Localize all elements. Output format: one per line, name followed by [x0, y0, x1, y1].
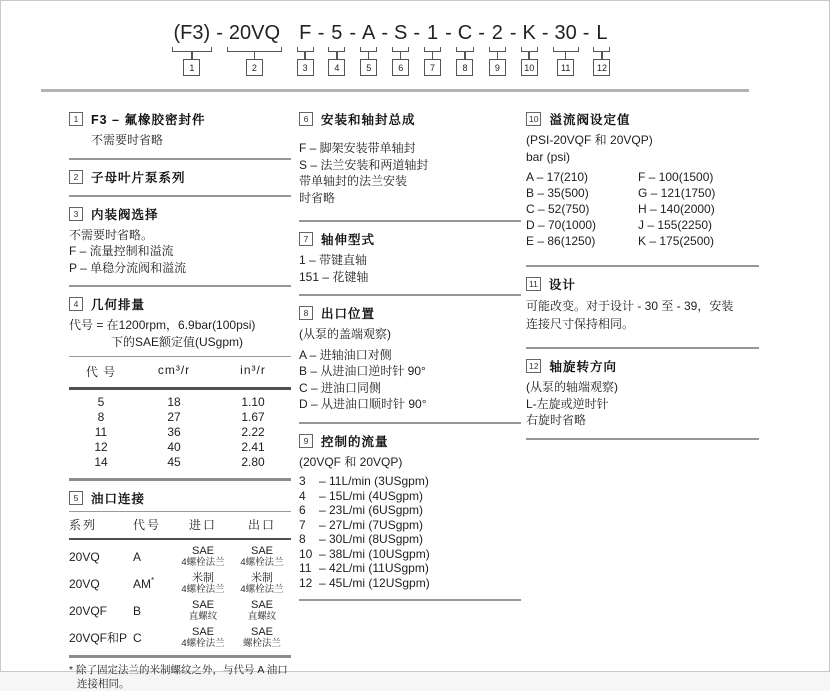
code-segment-number: 9 — [489, 59, 506, 76]
code-segment-4 — [328, 21, 345, 76]
code-dash: - — [214, 21, 225, 46]
section-number-badge: 1 — [69, 112, 83, 126]
code-segment-stem — [368, 52, 370, 59]
code-segment-label: 1 — [425, 21, 440, 46]
content-columns — [69, 92, 829, 691]
code-segment-stem — [432, 52, 434, 59]
cell-cm3r: 45 — [133, 455, 215, 470]
code-segment-number: 6 — [392, 59, 409, 76]
column-header: cm³/r — [133, 363, 215, 380]
section-title: 轴旋转方向 — [549, 357, 617, 375]
cell-series: 20VQ — [69, 577, 133, 591]
cell-code — [133, 630, 173, 645]
pressure-item: A – 17(210) — [526, 169, 638, 185]
section-11-line: 连接尺寸保持相同。 — [526, 315, 759, 333]
section-9-header — [299, 432, 521, 450]
section-3-line: 不需要时省略。 — [69, 227, 291, 244]
section-title: 几何排量 — [91, 295, 145, 313]
section-3-line: P – 单稳分流阀和溢流 — [69, 260, 291, 277]
table-row — [69, 543, 291, 570]
cell-in3r: 1.67 — [215, 410, 291, 425]
code-dash: - — [443, 21, 454, 46]
section-8-line: D – 从进油口顺时针 90° — [299, 396, 521, 413]
section-title: 安装和轴封总成 — [321, 110, 416, 128]
code-segment-stem — [497, 52, 499, 59]
section-12-line: 右旋时省略 — [526, 412, 759, 429]
column-right — [526, 106, 759, 448]
code-segment-stem — [336, 52, 338, 59]
section-title: F3 – 氟橡胶密封件 — [91, 110, 206, 128]
code-segment-number: 4 — [328, 59, 345, 76]
section-2-header — [69, 168, 291, 186]
section-9-subtitle: (20VQF 和 20VQP) — [299, 454, 521, 471]
cell-inlet — [173, 572, 233, 595]
pressure-item: E – 86(1250) — [526, 233, 638, 249]
outlet-type: SAE — [233, 626, 291, 638]
table-rule — [69, 478, 291, 481]
code-text: A — [133, 550, 141, 564]
outlet-detail: 直螺纹 — [233, 611, 291, 622]
cell-outlet — [233, 599, 291, 622]
section-number-badge: 2 — [69, 170, 83, 184]
section-number-badge: 11 — [526, 277, 541, 291]
table-row — [69, 395, 291, 410]
section-number-badge: 8 — [299, 306, 313, 320]
code-segment-number: 10 — [521, 59, 538, 76]
column-header: 系列 — [69, 516, 133, 533]
flow-code: 7 — [299, 518, 319, 533]
code-segment-label: F — [297, 21, 313, 46]
cell-in3r: 2.22 — [215, 425, 291, 440]
section-4-header — [69, 295, 291, 313]
divider — [299, 422, 521, 424]
inlet-type: 米制 — [173, 572, 233, 584]
pressure-item: K – 175(2500) — [638, 233, 715, 249]
table-row — [69, 455, 291, 470]
column-header: 出口 — [233, 516, 291, 533]
flow-item — [299, 561, 521, 576]
flow-desc: – 15L/mi (4USgpm) — [319, 489, 423, 504]
section-number-badge: 3 — [69, 207, 83, 221]
code-segment-label: 30 — [553, 21, 579, 46]
section-title: 设计 — [549, 275, 576, 293]
code-dash: - — [540, 21, 551, 46]
displacement-table-header — [69, 357, 291, 387]
inlet-type: SAE — [173, 599, 233, 611]
section-7-header — [299, 230, 521, 248]
section-1-header — [69, 110, 291, 128]
code-segment-9 — [489, 21, 506, 76]
divider — [69, 285, 291, 287]
section-12-line: (从泵的轴端观察) — [526, 379, 759, 396]
cell-code — [133, 603, 173, 618]
cell-code: 14 — [69, 455, 133, 470]
flow-desc: – 42L/mi (11USgpm) — [319, 561, 429, 576]
table-row — [69, 440, 291, 455]
column-middle — [299, 106, 521, 609]
table-rule — [69, 655, 291, 658]
code-segment-6 — [392, 21, 409, 76]
port-table-footnote — [69, 664, 291, 691]
section-number-badge: 5 — [69, 491, 83, 505]
flow-item — [299, 489, 521, 504]
code-segment-number: 1 — [183, 59, 200, 76]
code-dash: - — [476, 21, 487, 46]
pressure-item: C – 52(750) — [526, 201, 638, 217]
code-segment-11 — [553, 21, 579, 76]
outlet-type: 米制 — [233, 572, 291, 584]
code-dash: - — [316, 21, 327, 46]
inlet-detail: 4螺栓法兰 — [173, 557, 233, 568]
code-segment-stem — [400, 52, 402, 59]
code-segment-2 — [227, 21, 282, 76]
flow-code: 3 — [299, 474, 319, 489]
flow-desc: – 23L/mi (6USgpm) — [319, 503, 423, 518]
cell-cm3r: 40 — [133, 440, 215, 455]
outlet-type: SAE — [233, 599, 291, 611]
section-number-badge: 9 — [299, 434, 313, 448]
section-7-line: 1 – 带键直轴 — [299, 252, 521, 269]
code-segment-8 — [456, 21, 474, 76]
code-segment-label: A — [360, 21, 377, 46]
code-segment-stem — [191, 52, 193, 59]
section-1-note: 不需要时省略 — [69, 132, 291, 149]
divider — [299, 220, 521, 222]
inlet-type: SAE — [173, 545, 233, 557]
outlet-detail: 螺栓法兰 — [233, 638, 291, 649]
section-10-header — [526, 110, 759, 128]
section-6-line: 带单轴封的法兰安装 — [299, 173, 521, 190]
flow-item — [299, 576, 521, 591]
section-4-desc: 下的SAE额定值(USgpm) — [69, 334, 291, 351]
cell-series: 20VQF和P — [69, 629, 133, 646]
flow-item — [299, 503, 521, 518]
port-table-header — [69, 512, 291, 538]
cell-cm3r: 36 — [133, 425, 215, 440]
pressure-item: B – 35(500) — [526, 185, 638, 201]
code-segment-label: K — [521, 21, 538, 46]
code-dash: - — [508, 21, 519, 46]
section-4-desc: 代号 = 在1200rpm，6.9bar(100psi) — [69, 317, 291, 334]
section-6-line: S – 法兰安装和两道轴封 — [299, 157, 521, 174]
section-8-subtitle: (从泵的盖端观察) — [299, 326, 521, 343]
section-number-badge: 7 — [299, 232, 313, 246]
section-11-header — [526, 275, 759, 293]
table-row — [69, 570, 291, 597]
section-number-badge: 10 — [526, 112, 541, 126]
flow-item — [299, 474, 521, 489]
code-segment-number: 5 — [360, 59, 377, 76]
section-title: 内装阀选择 — [91, 205, 159, 223]
code-segment-12 — [593, 21, 610, 76]
section-12-header — [526, 357, 759, 375]
divider — [526, 438, 759, 440]
section-title: 溢流阀设定值 — [549, 110, 630, 128]
pressure-item: D – 70(1000) — [526, 217, 638, 233]
pressure-settings-right — [638, 169, 715, 249]
table-row — [69, 624, 291, 651]
table-row — [69, 425, 291, 440]
code-segment-number: 8 — [456, 59, 473, 76]
code-dash: - — [347, 21, 358, 46]
cell-cm3r: 18 — [133, 395, 215, 410]
code-text: B — [133, 604, 141, 618]
cell-code — [133, 576, 173, 591]
section-6-line: F – 脚架安装带单轴封 — [299, 140, 521, 157]
code-segment-label: L — [594, 21, 609, 46]
section-title: 轴伸型式 — [321, 230, 375, 248]
inlet-detail: 直螺纹 — [173, 611, 233, 622]
flow-code: 10 — [299, 547, 319, 562]
flow-code: 12 — [299, 576, 319, 591]
code-segment-3 — [297, 21, 314, 76]
flow-desc: – 30L/mi (8USgpm) — [319, 532, 423, 547]
pressure-settings-left — [526, 169, 638, 249]
section-11-line: 可能改变。对于设计 - 30 至 - 39，安装 — [526, 297, 759, 315]
cell-code — [133, 549, 173, 564]
column-header: 进口 — [173, 516, 233, 533]
flow-desc: – 45L/mi (12USgpm) — [319, 576, 430, 591]
code-text: AM — [133, 577, 151, 591]
divider — [526, 347, 759, 349]
code-segment-label: (F3) — [172, 21, 213, 46]
outlet-type: SAE — [233, 545, 291, 557]
divider — [299, 599, 521, 601]
flow-code: 8 — [299, 532, 319, 547]
outlet-detail: 4螺栓法兰 — [233, 557, 291, 568]
code-segment-5 — [360, 21, 377, 76]
section-number-badge: 6 — [299, 112, 313, 126]
flow-code: 6 — [299, 503, 319, 518]
code-segment-1 — [172, 21, 213, 76]
pressure-item: J – 155(2250) — [638, 217, 715, 233]
cell-inlet — [173, 545, 233, 568]
outlet-detail: 4螺栓法兰 — [233, 584, 291, 595]
pressure-settings — [526, 169, 759, 249]
cell-code: 5 — [69, 395, 133, 410]
table-row — [69, 597, 291, 624]
code-segment-label: C — [456, 21, 474, 46]
code-dash: - — [411, 21, 422, 46]
cell-outlet — [233, 626, 291, 649]
inlet-detail: 4螺栓法兰 — [173, 638, 233, 649]
section-6-line: 时省略 — [299, 190, 521, 207]
inlet-detail: 4螺栓法兰 — [173, 584, 233, 595]
code-segment-stem — [254, 52, 256, 59]
column-header: 代号 — [133, 516, 173, 533]
cell-code: 8 — [69, 410, 133, 425]
pressure-item: G – 121(1750) — [638, 185, 715, 201]
column-left — [69, 106, 291, 691]
code-segment-stem — [304, 52, 306, 59]
code-segment-number: 12 — [593, 59, 610, 76]
code-segment-label: S — [392, 21, 409, 46]
section-title: 油口连接 — [91, 489, 145, 507]
cell-series: 20VQF — [69, 604, 133, 618]
section-6-header — [299, 110, 521, 128]
section-10-unit: bar (psi) — [526, 149, 759, 166]
flow-code: 11 — [299, 561, 319, 576]
section-10-subtitle: (PSI-20VQF 和 20VQP) — [526, 132, 759, 149]
cell-cm3r: 27 — [133, 410, 215, 425]
code-segment-number: 2 — [246, 59, 263, 76]
section-title: 出口位置 — [321, 304, 375, 322]
code-segment-number: 3 — [297, 59, 314, 76]
divider — [69, 195, 291, 197]
flow-item — [299, 518, 521, 533]
section-12-line: L-左旋或逆时针 — [526, 396, 759, 413]
code-segment-number: 11 — [557, 59, 574, 76]
code-segment-stem — [464, 52, 466, 59]
code-segment-label: 20VQ — [227, 21, 282, 46]
cell-inlet — [173, 626, 233, 649]
code-segment-stem — [528, 52, 530, 59]
cell-outlet — [233, 572, 291, 595]
footnote-line: * 除了固定法兰的米制螺纹之外，与代号 A 油口 — [69, 664, 291, 678]
section-3-line: F – 流量控制和溢流 — [69, 243, 291, 260]
cell-in3r: 1.10 — [215, 395, 291, 410]
cell-outlet — [233, 545, 291, 568]
model-code-diagram — [1, 21, 829, 76]
cell-in3r: 2.41 — [215, 440, 291, 455]
cell-code: 12 — [69, 440, 133, 455]
table-row — [69, 410, 291, 425]
code-segment-stem — [565, 52, 567, 59]
section-8-line: A – 进轴油口对侧 — [299, 347, 521, 364]
code-footmark: * — [151, 576, 154, 585]
footnote-line: 连接相同。 — [69, 678, 291, 691]
section-3-header — [69, 205, 291, 223]
flow-item — [299, 532, 521, 547]
inlet-type: SAE — [173, 626, 233, 638]
flow-desc: – 27L/mi (7USgpm) — [319, 518, 423, 533]
section-7-line: 151 – 花键轴 — [299, 269, 521, 286]
cell-series: 20VQ — [69, 550, 133, 564]
code-dash: - — [379, 21, 390, 46]
section-5-header — [69, 489, 291, 507]
model-code-row — [170, 21, 613, 76]
cell-in3r: 2.80 — [215, 455, 291, 470]
divider — [526, 265, 759, 267]
section-8-line: B – 从进油口逆时针 90° — [299, 363, 521, 380]
flow-item — [299, 547, 521, 562]
code-segment-number: 7 — [424, 59, 441, 76]
section-title: 控制的流量 — [321, 432, 389, 450]
pressure-item: F – 100(1500) — [638, 169, 715, 185]
column-header: 代 号 — [69, 363, 133, 380]
displacement-table-body — [69, 390, 291, 478]
flow-desc: – 11L/min (3USgpm) — [319, 474, 429, 489]
code-segment-7 — [424, 21, 441, 76]
section-8-header — [299, 304, 521, 322]
section-8-line: C – 进油口同侧 — [299, 380, 521, 397]
code-segment-label: 5 — [329, 21, 344, 46]
pressure-item: H – 140(2000) — [638, 201, 715, 217]
column-header: in³/r — [215, 363, 291, 380]
divider — [299, 294, 521, 296]
section-number-badge: 12 — [526, 359, 541, 373]
flow-code: 4 — [299, 489, 319, 504]
section-number-badge: 4 — [69, 297, 83, 311]
cell-code: 11 — [69, 425, 133, 440]
code-segment-label: 2 — [490, 21, 505, 46]
code-dash: - — [581, 21, 592, 46]
cell-inlet — [173, 599, 233, 622]
code-text: C — [133, 631, 142, 645]
port-table-body — [69, 540, 291, 655]
code-segment-10 — [521, 21, 538, 76]
divider — [69, 158, 291, 160]
section-title: 子母叶片泵系列 — [91, 168, 186, 186]
code-segment-stem — [601, 52, 603, 59]
flow-desc: – 38L/mi (10USgpm) — [319, 547, 430, 562]
